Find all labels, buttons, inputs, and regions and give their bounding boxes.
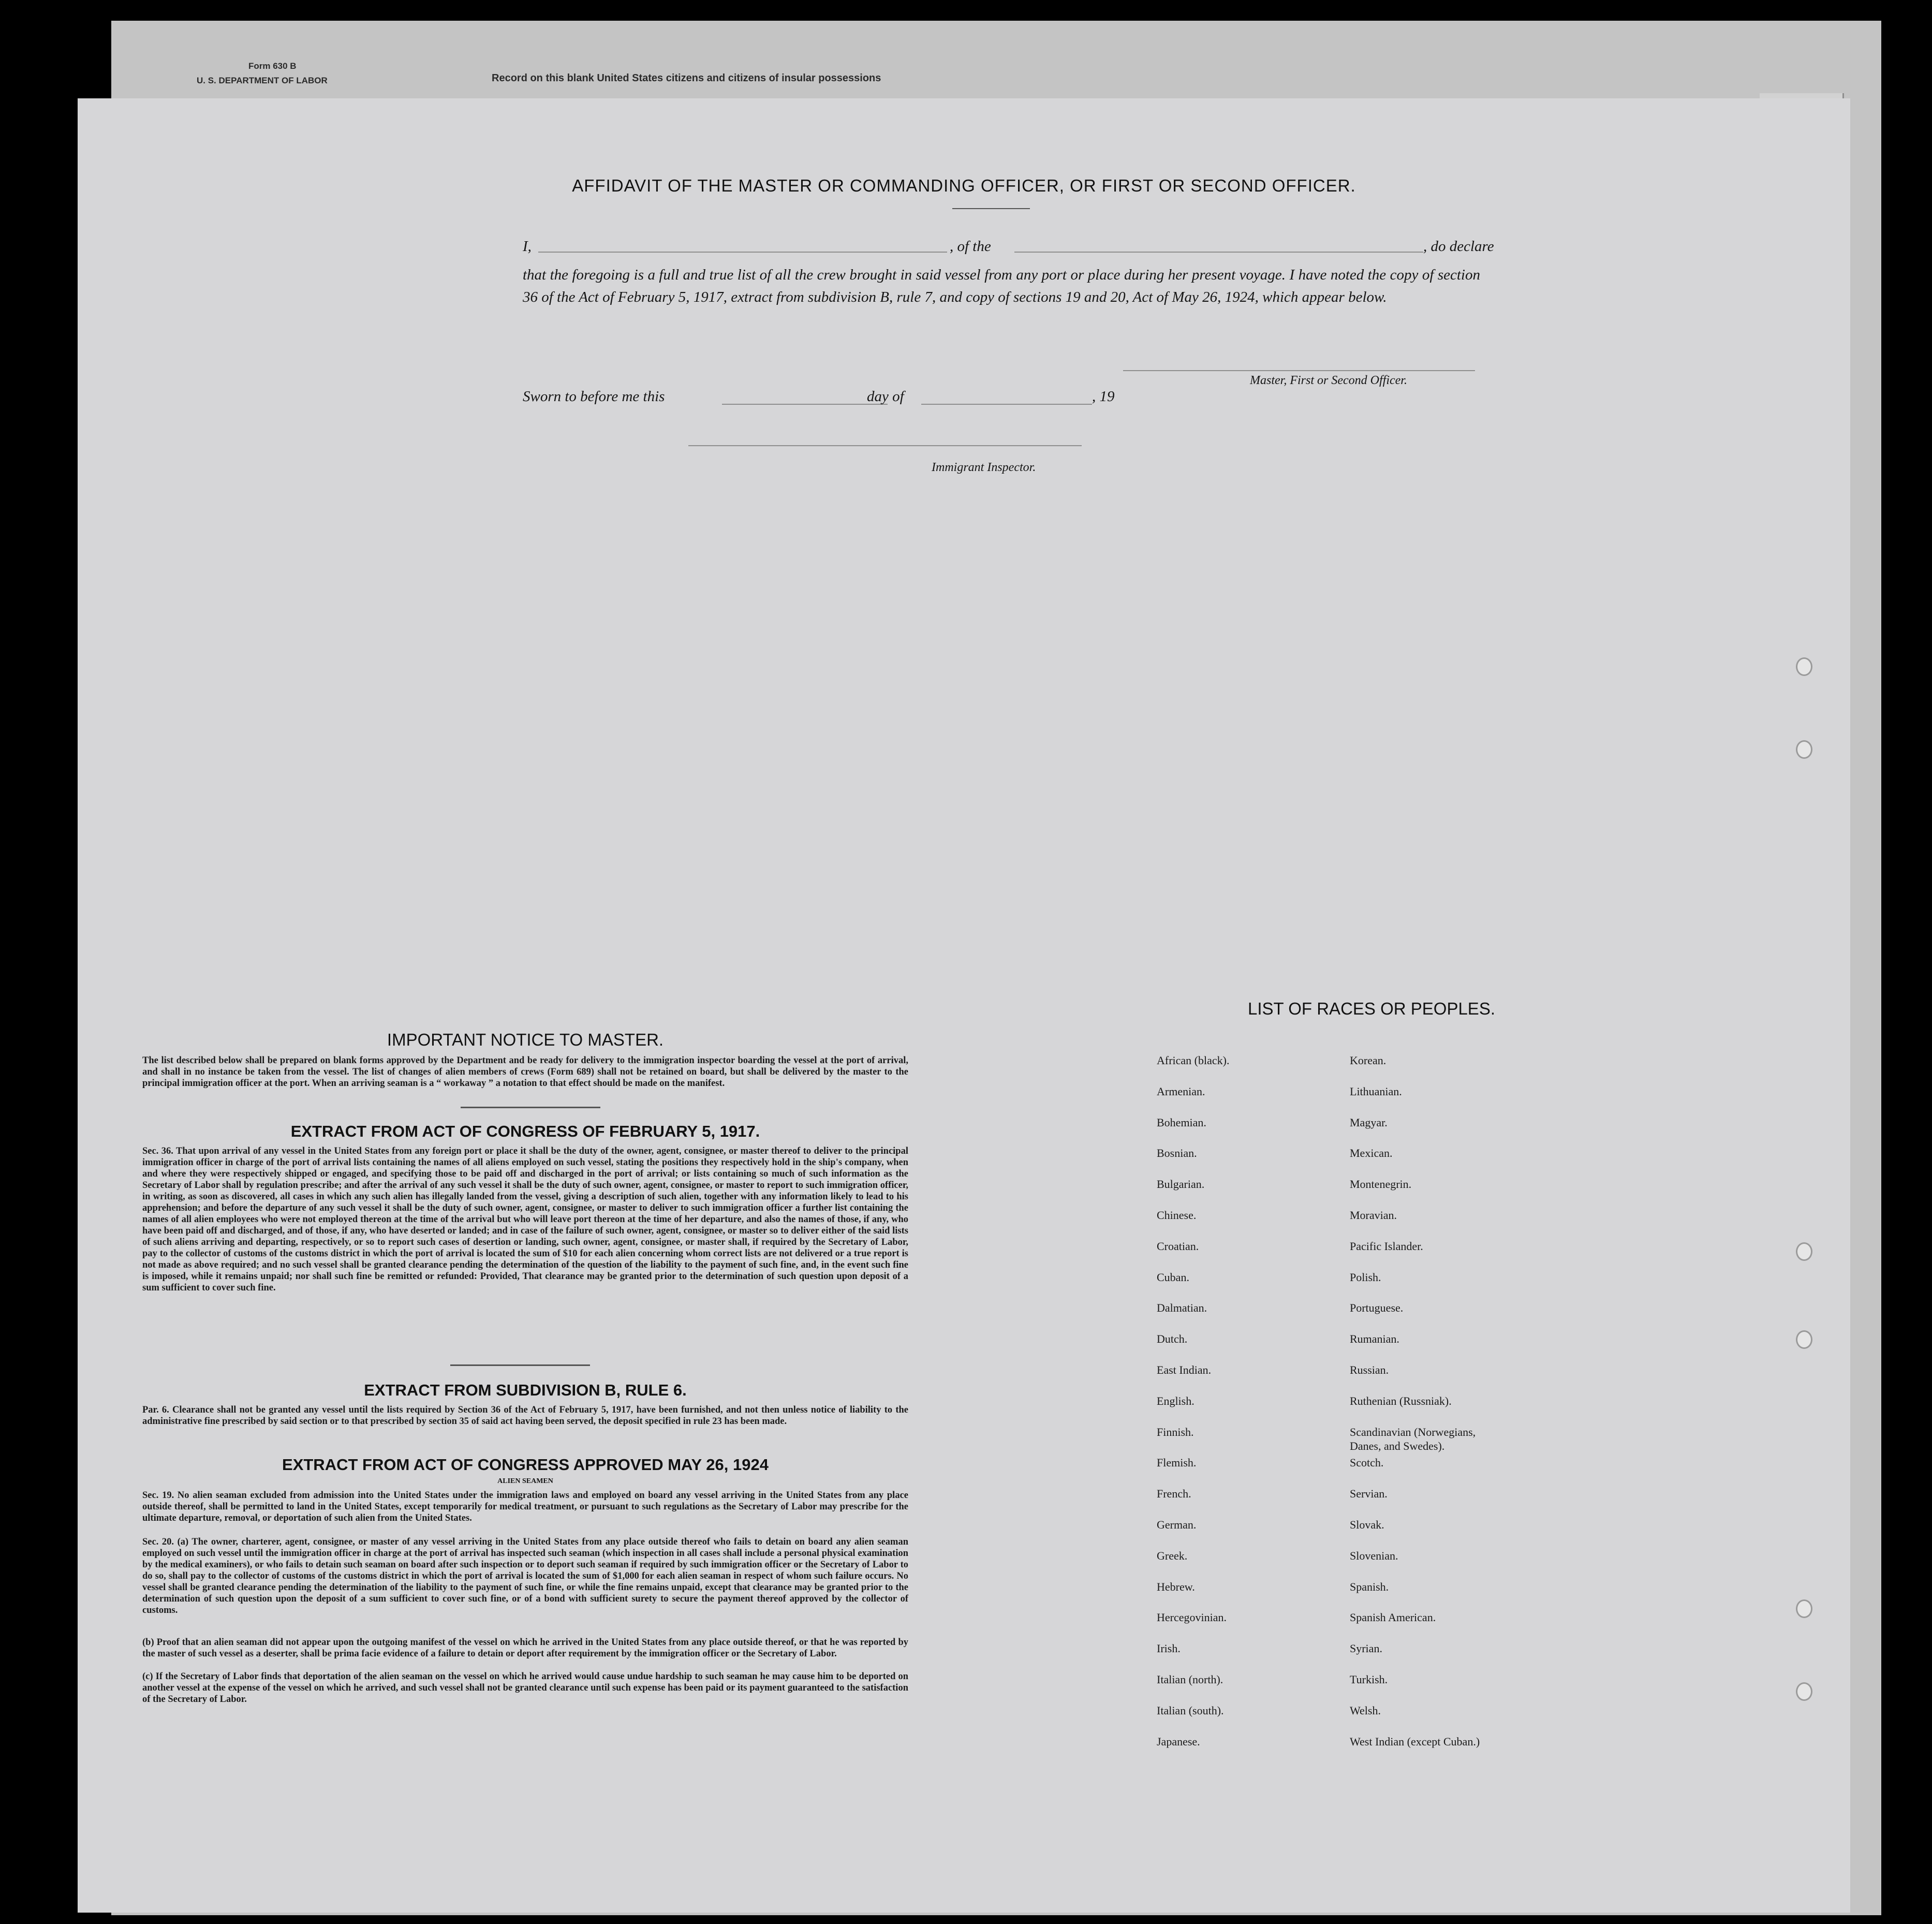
race-item: Japanese. [1157,1735,1200,1748]
act-1924-sec20b: (b) Proof that an alien seaman did not appear upon the outgoing manifest of the vessel on which he arrived in the United States from any place outside thereof, or that he was reported by the master of such vessel as a deserter, shall be prima facie evidence of a failure to detain or deport after requirement by the immigration officer or the Secretary of Labor. [142,1637,908,1659]
act-1924-sec20c: (c) If the Secretary of Labor finds that deportation of the alien seaman on the vessel on which he arrived would cause undue hardship to such seaman he may cause him to be deported on another vessel at the expense of the vessel on which he arrived, and such vessel shall not be granted clearance until such expense has been paid or its payment guaranteed to the satisfaction of the Secretary of Labor. [142,1671,908,1705]
race-item: Bohemian. [1157,1116,1206,1129]
race-item: Polish. [1350,1271,1381,1284]
of-the-label: , of the [950,238,991,255]
affidavit-divider [952,208,1030,209]
act-1924-sec20a: Sec. 20. (a) The owner, charterer, agent, consignee, or master of any vessel arriving in the United States from any place outside thereof who fails to detain on board any alien seaman employed on such vessel until the immigration officer in charge at the port of arrival has inspected such seaman (which inspection in all cases shall include a personal physical examination by the medical examiners), or who fails to detain such seaman on board after such inspection or to deport such seaman if required by such immigration officer or the Secretary of Labor to do so, shall pay to the collector of customs of the customs district in which the port of arrival is located the sum of $1,000 for each alien seaman in respect of whom such failure occurs. No vessel shall be granted clearance pending the determination of the liability to the payment of such fine, or while the fine remains unpaid, except that clearance may be granted prior to the determination of such question upon the deposit of a sum sufficient to cover such fine, or of a bond with sufficient surety to secure the payment thereof approved by the collector of customs. [142,1537,908,1615]
race-item: Croatian. [1157,1240,1199,1253]
race-item: French. [1157,1487,1191,1500]
binder-hole [1796,740,1812,759]
race-item: East Indian. [1157,1363,1212,1376]
sworn-day-line [722,404,888,405]
race-item: Greek. [1157,1549,1188,1562]
race-item: Montenegrin. [1350,1178,1412,1191]
act-1924-title: EXTRACT FROM ACT OF CONGRESS APPROVED MAY 26, 1924 [282,1456,769,1474]
race-item: Spanish. [1350,1580,1389,1593]
race-item: Scandinavian (Norwegians, Danes, and Swedes). [1350,1426,1476,1452]
officer-signature-line [1123,370,1475,371]
race-item: Slovak. [1350,1518,1384,1531]
race-item: Lithuanian. [1350,1085,1402,1098]
race-item: Magyar. [1350,1116,1388,1129]
rule-6-title: EXTRACT FROM SUBDIVISION B, RULE 6. [364,1381,687,1399]
do-declare-label: , do declare [1423,238,1494,255]
race-item: Dutch. [1157,1332,1188,1345]
inspector-label: Immigrant Inspector. [932,461,1036,474]
race-item: Armenian. [1157,1085,1205,1098]
race-item: Bulgarian. [1157,1178,1205,1191]
binder-hole [1796,1330,1812,1349]
race-item: Flemish. [1157,1456,1197,1469]
race-item: Rumanian. [1350,1332,1399,1345]
race-item: Mexican. [1350,1147,1393,1159]
binder-hole [1796,657,1812,676]
name-line [538,252,947,253]
race-item: Irish. [1157,1642,1181,1655]
binder-hole [1796,1242,1812,1261]
rule-6-text: Par. 6. Clearance shall not be granted any vessel until the lists required by Section 36 of the Act of February 5, 1917, have been furnished, and not then unless notice of liability to the administrative fine prescribed by said section or to that prescribed by section 35 of said act having been served, the deposit specified in rule 23 has been made. [142,1405,908,1427]
section-divider-1 [461,1107,600,1108]
sworn-month-line [921,404,1092,405]
race-item: Moravian. [1350,1209,1397,1222]
notice-text: The list described below shall be prepared on blank forms approved by the Department and be ready for delivery to the immigration inspector boarding the vessel at the port of arrival, and shall in no instance be taken from the vessel. The list of changes of alien members of crews (Form 689) shall not be retained on board, but shall be delivered by the master to the principal immigration officer at the port. When an arriving seaman is a “ workaway ” a notation to that effect should be made on the manifest. [142,1055,908,1089]
race-item: Welsh. [1350,1704,1381,1717]
race-item: Italian (north). [1157,1673,1223,1686]
race-item: Bosnian. [1157,1147,1197,1159]
act-1917-text: Sec. 36. That upon arrival of any vessel in the United States from any foreign port or place it shall be the duty of the owner, agent, consignee, or master thereof to deliver to the principal immigration officer in charge of the port of arrival lists containing the names of all aliens employed on such vessel, stating the positions they respectively hold in the ship's company, when and where they were respectively shipped or engaged, and specifying those to be paid off and discharged in the port of arrival; or lists containing so much of such information as the Secretary of Labor shall by regulation prescribe; and after the arrival of any such vessel it shall be the duty of such owner, agent, consignee, or master to report to such immigration officer, in writing, as soon as discovered, all cases in which any such alien has illegally landed from the vessel, giving a description of such alien, together with any information likely to lead to his apprehension; and before the departure of any such vessel it shall be the duty of such owner, agent, consignee, or master to deliver to such immigration officer a further list containing the names of all alien employees who were not employed thereon at the time of the arrival but who will leave port thereon at the time of her departure, and also the names of those, if any, who have been paid off and discharged, and of those, if any, who have deserted or landed; and in case of the failure of such owner, agent, consignee, or master so to deliver either of the said lists of such aliens arriving and departing, respectively, or so to report such cases of desertion or landing, such owner, agent, consignee, or master shall, if required by the Secretary of Labor, pay to the collector of customs of the customs district in which the port of arrival is located the sum of $10 for each alien concerning whom correct lists are not delivered or a true report is not made as above required; and no such vessel shall be granted clearance pending the determination of the question of the liability to the payment of such fine, and, in the event such fine is imposed, while it remains unpaid; nor shall such fine be remitted or refunded: Provided, That clearance may be granted prior to the determination of such question upon deposit of a sum sufficient to cover such fine. [142,1146,908,1293]
race-item: Ruthenian (Russniak). [1350,1394,1452,1407]
race-item: Scotch. [1350,1456,1384,1469]
binder-hole [1796,1682,1812,1701]
department-label: U. S. DEPARTMENT OF LABOR [197,76,328,85]
form-page [78,98,1850,1913]
race-item: Turkish. [1350,1673,1388,1686]
affidavit-i-label: I, [523,238,532,255]
officer-signature-label: Master, First or Second Officer. [1250,374,1407,387]
races-title: LIST OF RACES OR PEOPLES. [1247,999,1496,1018]
inspector-signature-line [688,445,1082,446]
act-1917-title: EXTRACT FROM ACT OF CONGRESS OF FEBRUARY 5, 1917. [290,1122,760,1140]
race-item: African (black). [1157,1054,1230,1067]
race-item: West Indian (except Cuban.) [1350,1735,1480,1748]
race-item: Pacific Islander. [1350,1240,1423,1253]
race-item: Slovenian. [1350,1549,1398,1562]
race-item: Finnish. [1157,1426,1194,1438]
day-of-label: day of [867,388,904,405]
race-item: Chinese. [1157,1209,1197,1222]
act-1924-sec19: Sec. 19. No alien seaman excluded from admission into the United States under the immigration laws and employed on board any vessel arriving in the United States from any place outside thereof, shall be permitted to land in the United States, except temporarily for medical treatment, or pursuant to such regulations as the Secretary of Labor may prescribe for the ultimate departure, removal, or deportation of such alien from the United States. [142,1490,908,1523]
race-item: Syrian. [1350,1642,1382,1655]
year-label: , 19 [1092,388,1115,405]
record-note: Record on this blank United States citizens and citizens of insular possessions [492,72,881,84]
act-1924-subtitle: ALIEN SEAMEN [497,1477,553,1485]
declaration-text: that the foregoing is a full and true list of all the crew brought in said vessel from any port or place during her present voyage. I have noted the copy of section 36 of the Act of February 5, 1917, extract from subdivision B, rule 7, and copy of sections 19 and 20, Act of May 26, 1924, which appear below. [523,267,1480,305]
race-item: Russian. [1350,1363,1389,1376]
notice-title: IMPORTANT NOTICE TO MASTER. [387,1030,664,1049]
race-item: Hercegovinian. [1157,1611,1227,1624]
race-item: Servian. [1350,1487,1388,1500]
affidavit-title: AFFIDAVIT OF THE MASTER OR COMMANDING OFFICER, OR FIRST OR SECOND OFFICER. [572,176,1356,195]
race-item: Hebrew. [1157,1580,1195,1593]
sworn-label: Sworn to before me this [523,388,665,405]
section-divider-2 [450,1364,590,1366]
vessel-line [1014,252,1423,253]
race-item: German. [1157,1518,1197,1531]
race-item: English. [1157,1394,1194,1407]
race-item: Korean. [1350,1054,1387,1067]
binder-hole [1796,1599,1812,1618]
form-number: Form 630 B [248,61,297,71]
race-item: Cuban. [1157,1271,1189,1284]
race-item: Italian (south). [1157,1704,1224,1717]
race-item: Spanish American. [1350,1611,1436,1624]
race-item: Portuguese. [1350,1301,1404,1314]
race-item: Dalmatian. [1157,1301,1207,1314]
